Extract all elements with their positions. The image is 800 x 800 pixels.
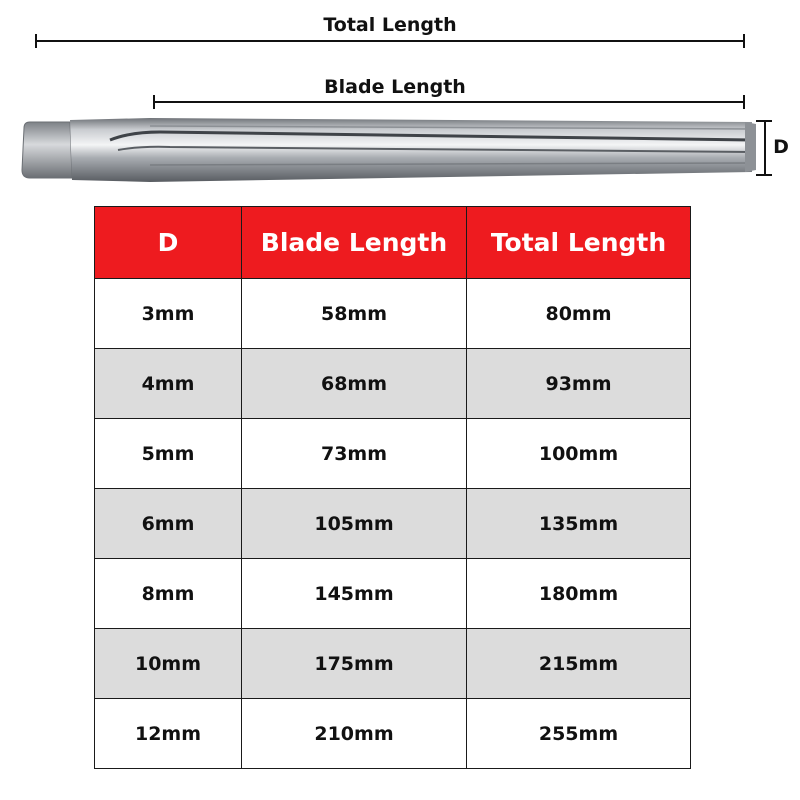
cell-diameter: 5mm: [95, 419, 242, 489]
cell-total-length: 180mm: [467, 559, 691, 629]
cell-total-length: 135mm: [467, 489, 691, 559]
table-header-row: [95, 207, 691, 279]
table-row: [95, 489, 691, 559]
header-blade-length: Blade Length: [242, 207, 467, 279]
cell-diameter: 6mm: [95, 489, 242, 559]
cell-total-length: 255mm: [467, 699, 691, 769]
table-row: [95, 629, 691, 699]
cell-blade-length: 68mm: [242, 349, 467, 419]
diameter-label: D: [773, 136, 789, 158]
cell-diameter: 8mm: [95, 559, 242, 629]
header-total-length: Total Length: [467, 207, 691, 279]
table-row: [95, 349, 691, 419]
cell-diameter: 10mm: [95, 629, 242, 699]
cell-blade-length: 145mm: [242, 559, 467, 629]
cell-blade-length: 175mm: [242, 629, 467, 699]
cell-blade-length: 105mm: [242, 489, 467, 559]
cell-diameter: 4mm: [95, 349, 242, 419]
table-row: [95, 279, 691, 349]
table-row: [95, 699, 691, 769]
cell-total-length: 215mm: [467, 629, 691, 699]
table-row: [95, 419, 691, 489]
cell-blade-length: 58mm: [242, 279, 467, 349]
header-diameter: D: [95, 207, 242, 279]
cell-total-length: 93mm: [467, 349, 691, 419]
reamer-tool-image: [0, 0, 800, 200]
cell-blade-length: 210mm: [242, 699, 467, 769]
table-row: [95, 559, 691, 629]
blade-length-label: Blade Length: [324, 76, 466, 98]
cell-total-length: 80mm: [467, 279, 691, 349]
cell-diameter: 12mm: [95, 699, 242, 769]
cell-blade-length: 73mm: [242, 419, 467, 489]
total-length-label: Total Length: [323, 14, 457, 36]
size-spec-table: [94, 206, 691, 769]
cell-diameter: 3mm: [95, 279, 242, 349]
cell-total-length: 100mm: [467, 419, 691, 489]
